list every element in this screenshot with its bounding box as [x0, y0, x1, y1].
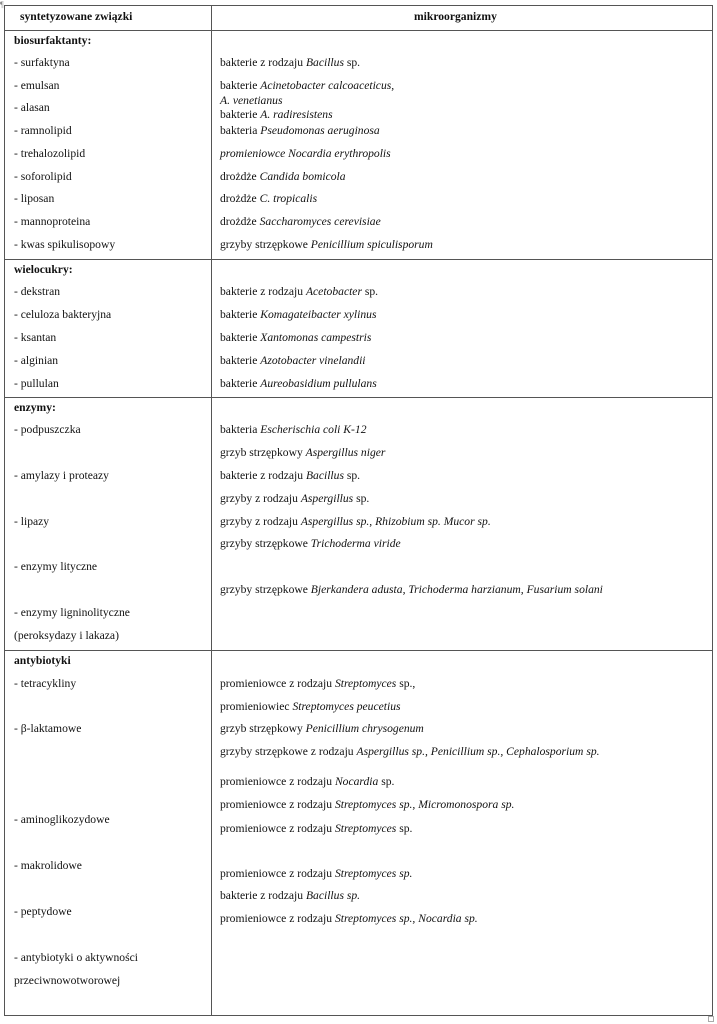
- table-border-left: [4, 5, 5, 1016]
- compound-item: - dekstran: [14, 285, 61, 298]
- microorganism-item: [220, 867, 412, 881]
- microorganism-item: [220, 798, 514, 812]
- organism-species: Streptomyces: [334, 822, 397, 835]
- organism-species: Penicillium chrysogenum: [305, 722, 424, 735]
- header-compounds: syntetyzowane związki: [20, 10, 133, 23]
- compound-item: - surfaktyna: [14, 56, 70, 69]
- microorganism-item: [220, 515, 491, 529]
- organism-species: Aspergillus: [300, 492, 354, 505]
- organism-species: Aspergillus sp., Penicillium sp., Cephalosporium sp.: [356, 745, 600, 758]
- organism-group: grzyby strzępkowe z rodzaju: [220, 745, 357, 758]
- organism-species: Streptomyces peucetius: [292, 700, 401, 713]
- organism-group: promieniowce z rodzaju: [220, 867, 335, 880]
- organism-group: bakterie z rodzaju: [220, 56, 306, 69]
- compound-item: (peroksydazy i lakaza): [14, 629, 119, 642]
- compound-item: - trehalozolipid: [14, 147, 86, 160]
- organism-species: Streptomyces sp.: [334, 867, 413, 880]
- microorganism-item: [220, 423, 367, 437]
- column-divider: [211, 5, 212, 1016]
- microorganism-item: [220, 700, 401, 714]
- microorganism-item: [220, 170, 346, 184]
- microorganism-item: [220, 308, 376, 322]
- organism-group: bakterie z rodzaju: [220, 285, 306, 298]
- organism-species: Streptomyces sp., Micromonospora sp.: [334, 798, 515, 811]
- organism-group: promieniowce z rodzaju: [220, 677, 335, 690]
- organism-group: bakteria: [220, 124, 261, 137]
- organism-species: Bacillus: [305, 56, 344, 69]
- microorganism-item: [220, 56, 360, 70]
- microorganism-item: [220, 124, 380, 138]
- header-microorganisms: mikroorganizmy: [414, 10, 497, 23]
- organism-species: Streptomyces: [334, 677, 397, 690]
- row-divider: [4, 259, 713, 260]
- organism-species: Trichoderma viride: [310, 537, 401, 550]
- compound-item: przeciwnowotworowej: [14, 974, 121, 987]
- microorganism-item: [220, 147, 391, 161]
- compound-item: - alasan: [14, 101, 50, 114]
- organism-species: Penicillium spiculisporum: [310, 238, 433, 251]
- compound-item: - ramnolipid: [14, 124, 72, 137]
- compound-item: - kwas spikulisopowy: [14, 238, 116, 251]
- organism-suffix: sp.: [343, 56, 361, 69]
- organism-suffix: sp.: [361, 285, 379, 298]
- compound-item: - podpuszczka: [14, 423, 81, 436]
- organism-suffix: sp.: [353, 492, 370, 505]
- compound-item: - amylazy i proteazy: [14, 469, 109, 482]
- microorganism-item: [220, 583, 603, 597]
- organism-group: drożdże: [220, 215, 260, 228]
- organism-species: Xantomonas campestris: [260, 331, 372, 344]
- compound-item: - peptydowe: [14, 905, 72, 918]
- organism-group: grzyby strzępkowe: [220, 537, 311, 550]
- microorganism-item: [220, 94, 282, 108]
- organism-group: promieniowce z rodzaju: [220, 798, 335, 811]
- microorganism-item: [220, 822, 412, 836]
- compound-item: - aminoglikozydowe: [14, 813, 110, 826]
- microorganism-item: [220, 446, 385, 460]
- table-resize-handle[interactable]: [708, 1016, 714, 1022]
- section-title-polysaccharides: wielocukry:: [14, 263, 73, 276]
- organism-species: Bacillus sp.: [305, 889, 361, 902]
- compound-item: - tetracykliny: [14, 677, 77, 690]
- organism-suffix: sp.,: [396, 677, 416, 690]
- row-divider: [4, 30, 713, 31]
- organism-group: grzyby z rodzaju: [220, 492, 301, 505]
- microorganism-item: [220, 238, 433, 252]
- organism-group: grzyby strzępkowe: [220, 238, 311, 251]
- microorganism-item: [220, 354, 366, 368]
- organism-group: promieniowiec: [220, 700, 293, 713]
- organism-suffix: sp.: [343, 469, 361, 482]
- organism-group: grzyb strzępkowy: [220, 722, 306, 735]
- organism-group: drożdże: [220, 192, 260, 205]
- microorganism-item: [220, 722, 424, 736]
- compound-item: - emulsan: [14, 79, 60, 92]
- compound-item: - mannoproteina: [14, 215, 91, 228]
- organism-group: bakterie z rodzaju: [220, 889, 306, 902]
- organism-group: bakterie: [220, 79, 261, 92]
- paragraph-marker: ¶: [0, 0, 4, 9]
- organism-suffix: sp.: [378, 775, 395, 788]
- row-divider: [4, 650, 713, 651]
- microorganism-item: [220, 108, 333, 122]
- microorganism-item: [220, 745, 600, 759]
- organism-species: Bjerkandera adusta, Trichoderma harzianum, Fusarium solani: [310, 583, 603, 596]
- compound-item: - β-laktamowe: [14, 722, 82, 735]
- organism-species: Aureobasidium pullulans: [260, 377, 377, 390]
- microorganism-item: [220, 677, 415, 691]
- compound-item: - liposan: [14, 192, 55, 205]
- microorganism-item: [220, 285, 378, 299]
- microorganism-item: [220, 492, 369, 506]
- organism-species: Pseudomonas aeruginosa: [260, 124, 380, 137]
- organism-group: bakteria: [220, 423, 261, 436]
- microorganism-item: [220, 215, 381, 229]
- organism-group: grzyby strzępkowe: [220, 583, 311, 596]
- organism-species: C. tropicalis: [259, 192, 318, 205]
- microorganism-item: [220, 889, 360, 903]
- organism-species: Aspergillus niger: [305, 446, 386, 459]
- organism-group: bakterie z rodzaju: [220, 469, 306, 482]
- compound-item: - alginian: [14, 354, 59, 367]
- organism-species: Escherischia coli K-12: [260, 423, 367, 436]
- organism-group: promieniowce z rodzaju: [220, 912, 335, 925]
- microorganism-item: [220, 775, 394, 789]
- organism-species: Aspergillus sp., Rhizobium sp. Mucor sp.: [300, 515, 491, 528]
- microorganism-item: [220, 377, 377, 391]
- organism-species: Candida bomicola: [259, 170, 346, 183]
- microorganism-item: [220, 912, 478, 926]
- organism-suffix: sp.: [396, 822, 413, 835]
- organism-group: bakterie: [220, 308, 261, 321]
- organism-group: bakterie: [220, 108, 261, 121]
- microorganism-item: [220, 469, 360, 483]
- organism-species: A. radiresistens: [260, 108, 333, 121]
- compound-item: - antybiotyki o aktywności: [14, 951, 138, 964]
- row-divider: [4, 397, 713, 398]
- microorganism-item: [220, 192, 317, 206]
- microorganism-item: [220, 537, 401, 551]
- microorganism-item: [220, 331, 371, 345]
- compound-item: - ksantan: [14, 331, 57, 344]
- organism-group: bakterie: [220, 354, 261, 367]
- organism-species: Komagateibacter xylinus: [260, 308, 377, 321]
- microorganism-item: [220, 79, 394, 93]
- compound-item: - makrolidowe: [14, 859, 82, 872]
- section-title-biosurfactants: biosurfaktanty:: [14, 34, 92, 47]
- organism-species: Saccharomyces cerevisiae: [259, 215, 381, 228]
- table-border-bottom: [4, 1015, 713, 1016]
- section-title-antibiotics: antybiotyki: [14, 654, 71, 667]
- table-border-right: [712, 5, 713, 1016]
- compound-item: - enzymy ligninolityczne: [14, 606, 130, 619]
- organism-group: promieniowce z rodzaju: [220, 822, 335, 835]
- organism-group: grzyby z rodzaju: [220, 515, 301, 528]
- organism-species: Nocardia: [334, 775, 379, 788]
- organism-group: promieniowce z rodzaju: [220, 775, 335, 788]
- compound-item: - soforolipid: [14, 170, 72, 183]
- organism-species: Bacillus: [305, 469, 344, 482]
- organism-group: grzyb strzępkowy: [220, 446, 306, 459]
- organism-species: Azotobacter vinelandii: [260, 354, 366, 367]
- section-title-enzymes: enzymy:: [14, 401, 56, 414]
- compound-item: - celuloza bakteryjna: [14, 308, 112, 321]
- compound-item: - lipazy: [14, 515, 50, 528]
- organism-species: Acinetobacter calcoaceticus,: [260, 79, 395, 92]
- organism-species: Acetobacter: [305, 285, 362, 298]
- organism-species: Streptomyces sp., Nocardia sp.: [334, 912, 478, 925]
- compound-item: - enzymy lityczne: [14, 560, 98, 573]
- organism-species: promieniowce Nocardia erythropolis: [220, 147, 391, 160]
- compound-item: - pullulan: [14, 377, 59, 390]
- organism-group: drożdże: [220, 170, 260, 183]
- organism-group: bakterie: [220, 331, 261, 344]
- organism-group: bakterie: [220, 377, 261, 390]
- organism-species: A. venetianus: [220, 94, 283, 107]
- table-border-top: [4, 5, 713, 6]
